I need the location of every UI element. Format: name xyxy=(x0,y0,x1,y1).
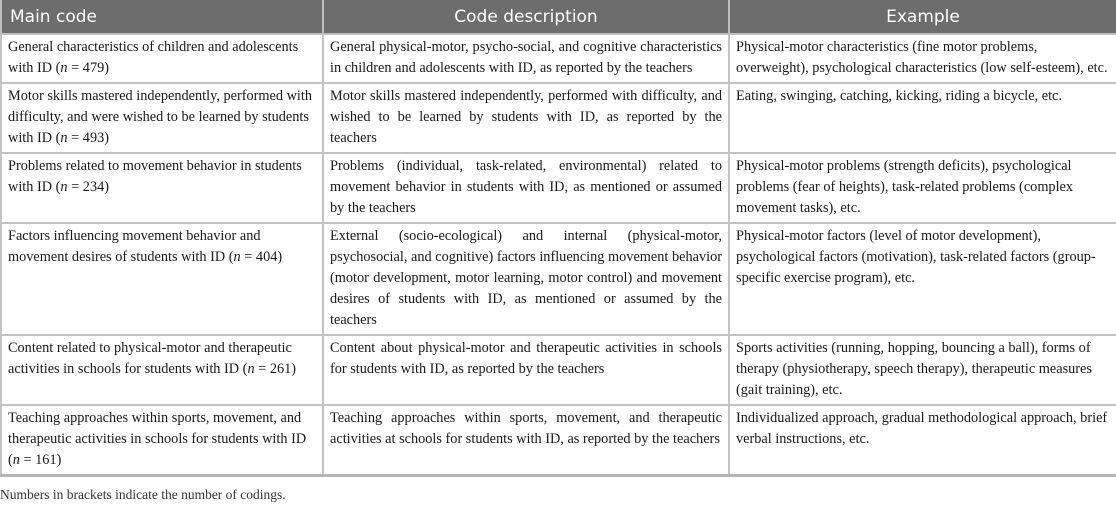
n-label: n xyxy=(247,361,255,377)
coding-count: 404 xyxy=(255,249,278,265)
table-footnote: Numbers in brackets indicate the number of codings. xyxy=(0,487,286,502)
main-code-text: Content related to physical-motor and therapeutic activities in schools for students with ID xyxy=(8,340,292,377)
description-cell: Problems (individual, task-related, environmental) related to movement behavior in students with ID, as mentioned or assumed by the teachers xyxy=(323,153,729,223)
table-header-row xyxy=(1,0,1116,34)
main-code-text: Factors influencing movement behavior and movement desires of students with ID xyxy=(8,228,261,265)
example-cell: Individualized approach, gradual methodological approach, brief verbal instructions, etc. xyxy=(729,405,1116,476)
table-row xyxy=(1,153,1116,223)
coding-count: 261 xyxy=(269,361,292,377)
table-row xyxy=(1,405,1116,476)
n-label: n xyxy=(60,130,68,146)
description-cell: General physical-motor, psycho-social, and cognitive characteristics in children and adolescents with ID, as reported by the teachers xyxy=(323,34,729,83)
main-code-text: General characteristics of children and adolescents with ID xyxy=(8,39,299,76)
main-code-cell: Teaching approaches within sports, movement, and therapeutic activities in schools for students with ID (n = 161) xyxy=(1,405,323,476)
n-label: n xyxy=(233,249,241,265)
n-label: n xyxy=(60,179,68,195)
table-row xyxy=(1,83,1116,153)
description-cell: External (socio-ecological) and internal (physical-motor, psychosocial, and cognitive) factors influencing movement behavior (motor development, motor learning, motor control) and movement desires of students with ID, as mentioned or assumed by the teachers xyxy=(323,223,729,335)
table-row xyxy=(1,34,1116,83)
main-code-cell: Motor skills mastered independently, performed with difficulty, and were wished to be learned by students with ID (n = 493) xyxy=(1,83,323,153)
example-cell: Physical-motor characteristics (fine motor problems, overweight), psychological characteristics (low self-esteem), etc. xyxy=(729,34,1116,83)
n-label: n xyxy=(60,60,68,76)
header-main-code: Main code xyxy=(1,0,323,34)
header-code-description: Code description xyxy=(323,0,729,34)
coding-count: 479 xyxy=(82,60,105,76)
example-cell: Eating, swinging, catching, kicking, riding a bicycle, etc. xyxy=(729,83,1116,153)
table-row xyxy=(1,335,1116,405)
description-cell: Motor skills mastered independently, performed with difficulty, and wished to be learned by students with ID, as reported by the teachers xyxy=(323,83,729,153)
main-code-text: Motor skills mastered independently, performed with difficulty, and were wished to be learned by students with ID xyxy=(8,88,313,146)
coding-count: 493 xyxy=(82,130,105,146)
coding-count: 234 xyxy=(82,179,105,195)
header-example: Example xyxy=(729,0,1116,34)
main-code-cell: Problems related to movement behavior in students with ID (n = 234) xyxy=(1,153,323,223)
example-cell: Physical-motor problems (strength deficits), psychological problems (fear of heights), task-related problems (complex movement tasks), etc. xyxy=(729,153,1116,223)
main-code-cell: Content related to physical-motor and therapeutic activities in schools for students with ID (n = 261) xyxy=(1,335,323,405)
main-code-cell: General characteristics of children and adolescents with ID (n = 479) xyxy=(1,34,323,83)
main-code-text: Teaching approaches within sports, movement, and therapeutic activities in schools for students with ID xyxy=(8,410,307,447)
example-cell: Sports activities (running, hopping, bouncing a ball), forms of therapy (physiotherapy, speech therapy), therapeutic measures (gait training), etc. xyxy=(729,335,1116,405)
main-code-text: Problems related to movement behavior in students with ID xyxy=(8,158,302,195)
description-cell: Teaching approaches within sports, movement, and therapeutic activities at schools for students with ID, as reported by the teachers xyxy=(323,405,729,476)
example-cell: Physical-motor factors (level of motor development), psychological factors (motivation), task-related factors (group-specific exercise program), etc. xyxy=(729,223,1116,335)
n-label: n xyxy=(12,452,20,468)
description-cell: Content about physical-motor and therapeutic activities in schools for students with ID, as reported by the teachers xyxy=(323,335,729,405)
main-code-cell: Factors influencing movement behavior and movement desires of students with ID (n = 404) xyxy=(1,223,323,335)
table-row xyxy=(1,223,1116,335)
coding-count: 161 xyxy=(35,452,57,468)
